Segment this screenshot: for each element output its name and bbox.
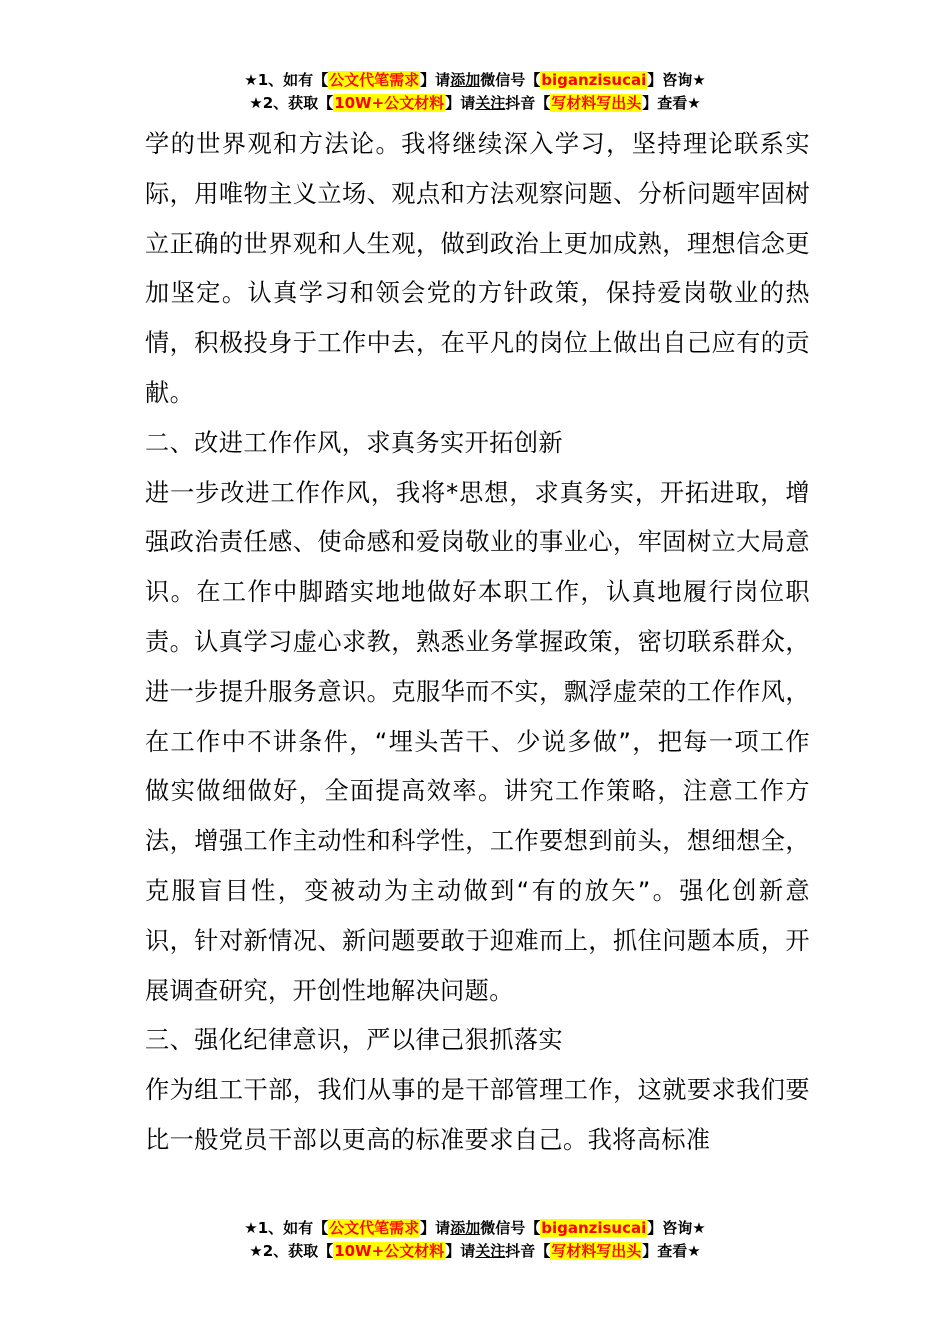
promo-line-1-underlined: 添加 [450,1219,481,1237]
promo-line-1-prefix: ★1、如有【 [244,71,329,89]
header-promo-banner [0,69,950,115]
section-heading-2: 二、改进工作作风，求真务实开拓创新 [145,428,563,457]
promo-line-1-text-2: 微信号【 [480,71,541,89]
promo-highlight-douyin-account: 写材料写出头 [551,1242,642,1260]
promo-line-2-underlined: 关注 [475,1242,506,1260]
promo-line-1-prefix: ★1、如有【 [244,1219,329,1237]
promo-line-1-suffix: 】咨询★ [647,1219,706,1237]
promo-line-2-text-2: 抖音【 [505,1242,551,1260]
promo-line-2 [0,92,950,115]
paragraph-discipline: 作为组工干部，我们从事的是干部管理工作，这就要求我们要比一般党员干部以更高的标准要求自己。我将高标准 [145,1076,810,1154]
promo-highlight-douyin-account: 写材料写出头 [551,94,642,112]
promo-highlight-wechat-id: biganzisucai [541,1219,647,1237]
promo-line-2-text-2: 抖音【 [505,94,551,112]
promo-line-2-suffix: 】查看★ [642,94,701,112]
promo-line-2-suffix: 】查看★ [642,1242,701,1260]
promo-highlight-materials: 10W+公文材料 [334,94,445,112]
promo-highlight-service: 公文代笔需求 [329,71,420,89]
promo-line-1-text: 】请 [420,1219,451,1237]
promo-line-1-text-2: 微信号【 [480,1219,541,1237]
document-body [145,120,810,1166]
promo-line-2-text: 】请 [445,1242,476,1260]
footer-promo-banner [0,1217,950,1263]
promo-highlight-materials: 10W+公文材料 [334,1242,445,1260]
promo-line-2-prefix: ★2、获取【 [249,1242,334,1260]
promo-line-1 [0,69,950,92]
promo-line-1-suffix: 】咨询★ [647,71,706,89]
promo-line-1-text: 】请 [420,71,451,89]
paragraph-work-style: 进一步改进工作作风，我将*思想，求真务实，开拓进取，增强政治责任感、使命感和爱岗敬业的事业心，牢固树立大局意识。在工作中脚踏实地地做好本职工作，认真地履行岗位职责。认真学习虚心求教，熟悉业务掌握政策，密切联系群众，进一步提升服务意识。克服华而不实，飘浮虚荣的工作作风，在工作中不讲条件，“埋头苦干、少说多做”，把每一项工作做实做细做好，全面提高效率。讲究工作策略，注意工作方法，增强工作主动性和科学性，工作要想到前头，想细想全，克服盲目性，变被动为主动做到“有的放矢”。强化创新意识，针对新情况、新问题要敢于迎难而上，抓住问题本质，开展调查研究，开创性地解决问题。 [145,478,810,1005]
promo-highlight-service: 公文代笔需求 [329,1219,420,1237]
promo-line-2-prefix: ★2、获取【 [249,94,334,112]
promo-line-1 [0,1217,950,1240]
paragraph-worldview: 学的世界观和方法论。我将继续深入学习，坚持理论联系实际，用唯物主义立场、观点和方法观察问题、分析问题牢固树立正确的世界观和人生观，做到政治上更加成熟，理想信念更加坚定。认真学习和领会党的方针政策，保持爱岗敬业的热情，积极投身于工作中去，在平凡的岗位上做出自己应有的贡献。 [145,130,810,407]
promo-line-2-text: 】请 [445,94,476,112]
promo-line-2 [0,1240,950,1263]
promo-line-1-underlined: 添加 [450,71,481,89]
section-heading-3: 三、强化纪律意识，严以律己狠抓落实 [145,1026,563,1055]
promo-line-2-underlined: 关注 [475,94,506,112]
promo-highlight-wechat-id: biganzisucai [541,71,647,89]
